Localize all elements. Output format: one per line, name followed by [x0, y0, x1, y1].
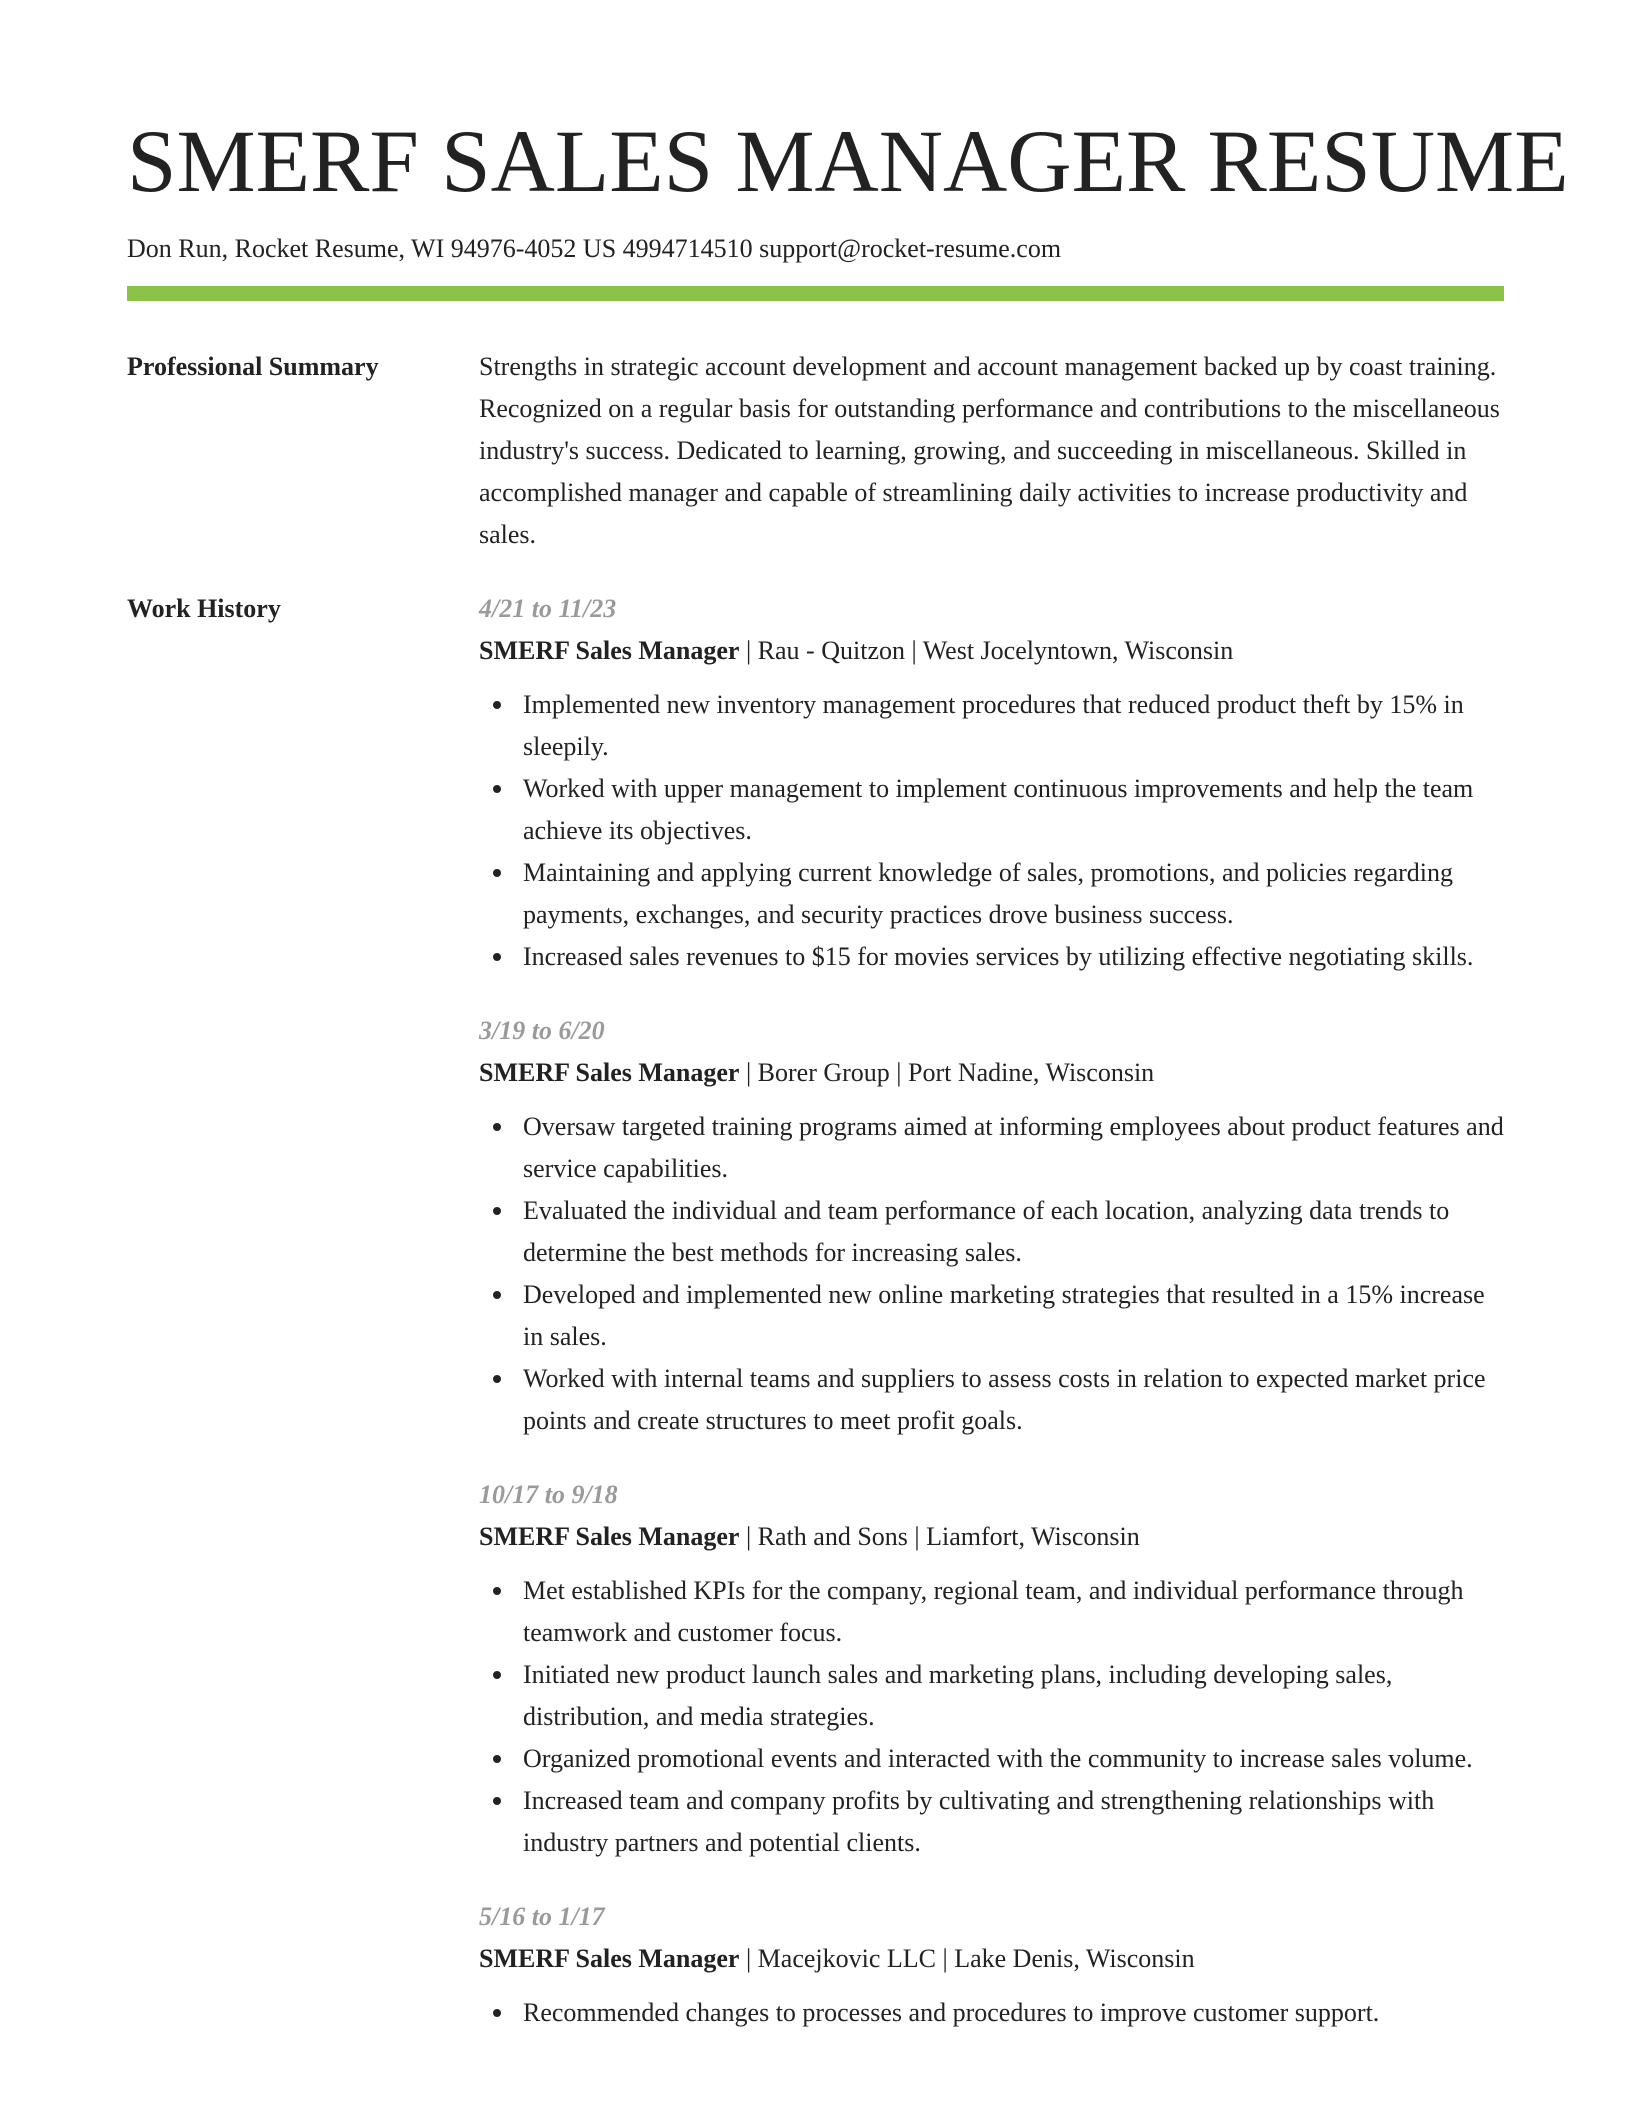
section-label-work-history: Work History [127, 594, 281, 623]
job-dates: 4/21 to 11/23 [479, 594, 617, 623]
job-bullet-list [479, 684, 1504, 978]
job-entry [479, 588, 1504, 978]
job-title: SMERF Sales Manager [479, 636, 740, 665]
summary-text: Strengths in strategic account development and account management backed up by coast training. Recognized on a regular basis for outstanding performance and contributions to the miscellaneous industry's success. Dedicated to learning, growing, and succeeding in miscellaneous. Skilled in accomplished manager and capable of streamlining daily activities to increase productivity and sales. [479, 352, 1500, 549]
job-entry [479, 1474, 1504, 1864]
work-history-section [127, 588, 1504, 2066]
job-entry [479, 1896, 1504, 2034]
contact-line: Don Run, Rocket Resume, WI 94976-4052 US 4994714510 support@rocket-resume.com [127, 234, 1062, 263]
work-history-body [479, 588, 1504, 2034]
job-heading [479, 1516, 1504, 1558]
job-bullet-list [479, 1106, 1504, 1442]
job-title: SMERF Sales Manager [479, 1944, 740, 1973]
job-company-location: | Rau - Quitzon | West Jocelyntown, Wisconsin [739, 636, 1234, 665]
job-bullet: Worked with internal teams and suppliers to assess costs in relation to expected market price points and create structures to meet profit goals. [523, 1358, 1504, 1442]
job-bullet: Recommended changes to processes and procedures to improve customer support. [523, 1992, 1504, 2034]
section-label-professional-summary: Professional Summary [127, 352, 379, 381]
job-bullet: Oversaw targeted training programs aimed at informing employees about product features and service capabilities. [523, 1106, 1504, 1190]
job-heading [479, 1938, 1504, 1980]
professional-summary-section [127, 346, 1504, 556]
job-bullet: Maintaining and applying current knowledge of sales, promotions, and policies regarding payments, exchanges, and security practices drove business success. [523, 852, 1504, 936]
job-bullet: Implemented new inventory management procedures that reduced product theft by 15% in sleepily. [523, 684, 1504, 768]
job-dates: 3/19 to 6/20 [479, 1016, 605, 1045]
job-dates: 5/16 to 1/17 [479, 1902, 605, 1931]
job-bullet: Worked with upper management to implement continuous improvements and help the team achieve its objectives. [523, 768, 1504, 852]
job-bullet: Evaluated the individual and team performance of each location, analyzing data trends to determine the best methods for increasing sales. [523, 1190, 1504, 1274]
summary-body [479, 346, 1504, 556]
job-heading [479, 630, 1504, 672]
job-bullet: Initiated new product launch sales and marketing plans, including developing sales, distribution, and media strategies. [523, 1654, 1504, 1738]
job-title: SMERF Sales Manager [479, 1522, 740, 1551]
job-title: SMERF Sales Manager [479, 1058, 740, 1087]
job-bullet-list [479, 1570, 1504, 1864]
job-company-location: | Borer Group | Port Nadine, Wisconsin [739, 1058, 1155, 1087]
job-company-location: | Rath and Sons | Liamfort, Wisconsin [739, 1522, 1140, 1551]
header-divider [127, 286, 1504, 301]
job-heading [479, 1052, 1504, 1094]
job-dates: 10/17 to 9/18 [479, 1480, 618, 1509]
job-bullet: Met established KPIs for the company, regional team, and individual performance through teamwork and customer focus. [523, 1570, 1504, 1654]
job-bullet-list [479, 1992, 1504, 2034]
job-bullet: Developed and implemented new online marketing strategies that resulted in a 15% increase in sales. [523, 1274, 1504, 1358]
job-company-location: | Macejkovic LLC | Lake Denis, Wisconsin [739, 1944, 1195, 1973]
job-entry [479, 1010, 1504, 1442]
job-bullet: Increased team and company profits by cultivating and strengthening relationships with industry partners and potential clients. [523, 1780, 1504, 1864]
job-bullet: Increased sales revenues to $15 for movies services by utilizing effective negotiating skills. [523, 936, 1504, 978]
job-bullet: Organized promotional events and interacted with the community to increase sales volume. [523, 1738, 1504, 1780]
resume-title: SMERF SALES MANAGER RESUME [127, 113, 1569, 211]
